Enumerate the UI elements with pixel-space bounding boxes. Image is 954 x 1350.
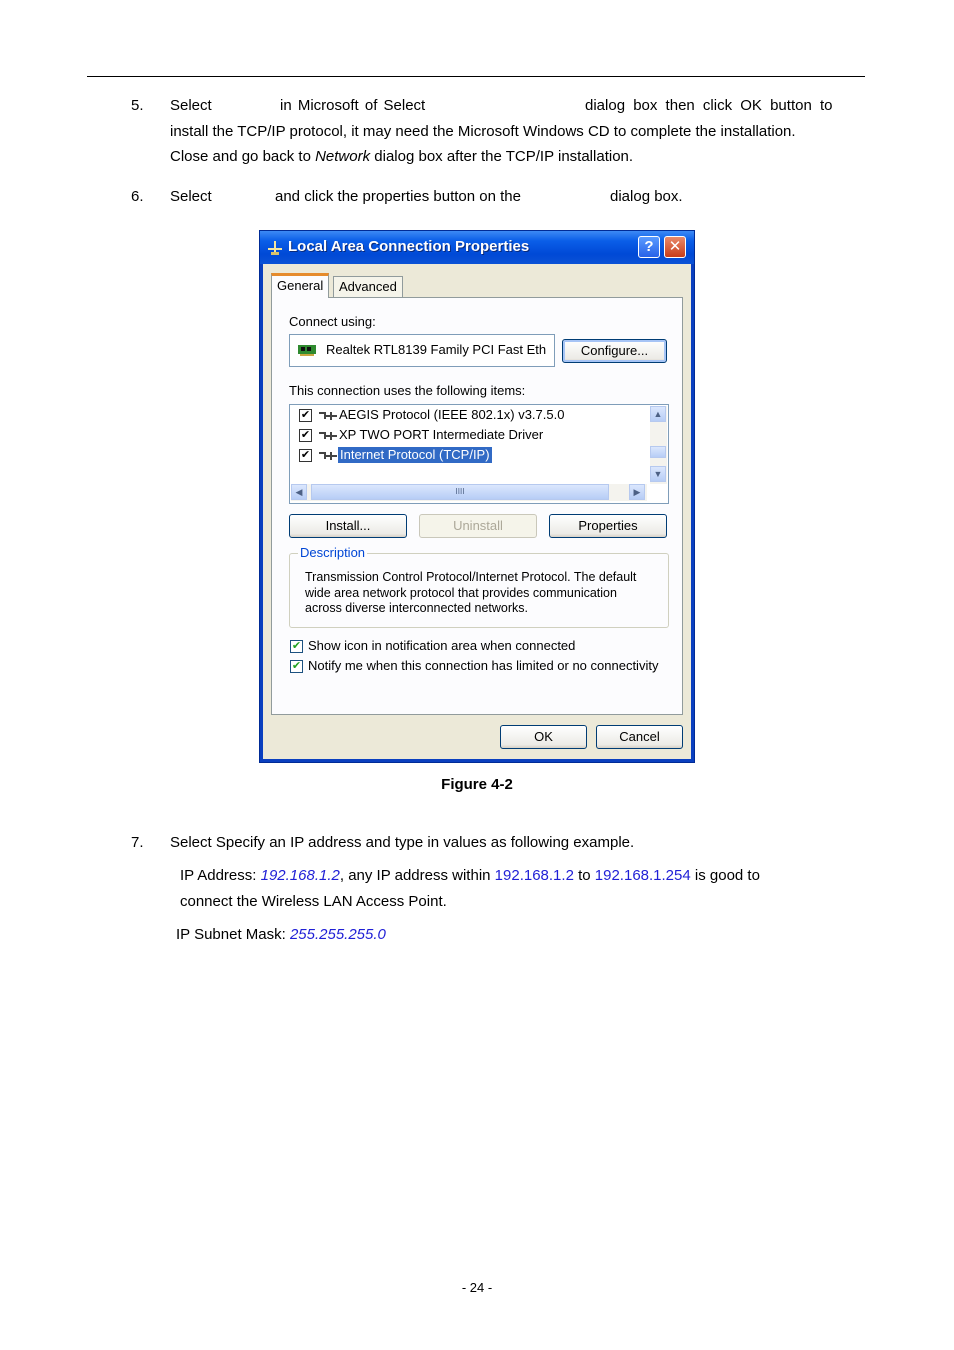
horizontal-scrollbar[interactable]	[291, 484, 647, 501]
adapter-field[interactable]	[289, 334, 555, 367]
protocol-icon	[318, 450, 338, 462]
ok-button[interactable]: OK	[500, 725, 587, 749]
notify-checkbox[interactable]: ✔	[291, 660, 302, 672]
ip-range-start: 192.168.1.2	[494, 867, 574, 884]
subnet-mask-value: 255.255.255.0	[289, 926, 386, 943]
scroll-right-button[interactable]: ▶	[629, 484, 645, 500]
step5-line2: install the TCP/IP protocol, it may need the Microsoft Windows CD to complete the installation.	[170, 123, 796, 140]
adapter-name: Realtek RTL8139 Family PCI Fast Eth	[326, 342, 547, 357]
show-icon-checkbox[interactable]: ✔	[291, 640, 302, 652]
dialog-client-area	[263, 264, 691, 759]
help-button[interactable]: ?	[638, 236, 660, 258]
horizontal-scroll-thumb[interactable]: IIII	[311, 484, 609, 500]
item-label-selected: Internet Protocol (TCP/IP)	[340, 447, 490, 462]
tab-advanced[interactable]: Advanced	[333, 276, 403, 298]
step5-text-b: in Microsoft of Select	[280, 97, 426, 114]
ip-address-line-2: connect the Wireless LAN Access Point.	[180, 893, 447, 910]
item-label: AEGIS Protocol (IEEE 802.1x) v3.7.5.0	[339, 407, 565, 422]
scroll-left-button[interactable]: ◀	[291, 484, 307, 500]
description-line-3: across diverse interconnected networks.	[305, 601, 529, 615]
description-group	[289, 545, 669, 628]
scroll-down-button[interactable]: ▼	[650, 466, 666, 482]
cancel-button[interactable]: Cancel	[596, 725, 683, 749]
item-checkbox[interactable]: ✔	[300, 409, 311, 421]
list-item[interactable]	[290, 425, 645, 445]
items-label: This connection uses the following items:	[289, 383, 526, 398]
ip-address-line: IP Address: 192.168.1.2, any IP address within 192.168.1.2 to 192.168.1.254 is good to	[180, 867, 760, 884]
general-tab-page	[271, 297, 683, 715]
tab-general[interactable]: General	[271, 273, 329, 298]
connect-using-label: Connect using:	[289, 314, 376, 329]
title-bar	[260, 231, 694, 264]
description-title: Description	[300, 545, 366, 560]
protocol-icon	[318, 410, 338, 422]
network-connection-icon	[266, 239, 284, 257]
close-button[interactable]: ✕	[664, 236, 686, 258]
configure-button[interactable]: Configure...	[562, 339, 667, 363]
item-checkbox[interactable]: ✔	[300, 429, 311, 441]
step5-line3: Close and go back to Network dialog box after the TCP/IP installation.	[170, 148, 634, 165]
item-label: XP TWO PORT Intermediate Driver	[339, 427, 544, 442]
subnet-mask-line: IP Subnet Mask: 255.255.255.0	[176, 926, 386, 943]
ip-address-value: 192.168.1.2	[260, 867, 340, 884]
step6-text-a: Select	[170, 188, 212, 205]
description-line-1: Transmission Control Protocol/Internet Protocol. The default	[305, 570, 637, 584]
step7-text: Select Specify an IP address and type in values as following example.	[170, 834, 635, 851]
ip-range-end: 192.168.1.254	[594, 867, 691, 884]
step6-text-c: dialog box.	[610, 188, 683, 205]
item-checkbox[interactable]: ✔	[300, 449, 311, 461]
figure-caption: Figure 4-2	[441, 776, 513, 793]
notify-label: Notify me when this connection has limited or no connectivity	[308, 658, 659, 673]
vertical-scroll-thumb[interactable]	[650, 446, 666, 458]
protocol-icon	[318, 430, 338, 442]
components-list[interactable]	[289, 404, 669, 504]
step5-number: 5.	[131, 97, 144, 114]
uninstall-button[interactable]: Uninstall	[419, 514, 537, 538]
description-line-2: wide area network protocol that provides communication	[305, 586, 617, 600]
local-area-connection-properties-dialog	[259, 230, 695, 763]
step5-text-a: Select	[170, 97, 212, 114]
step6-text-b: and click the properties button on the	[275, 188, 521, 205]
scroll-up-button[interactable]: ▲	[650, 406, 666, 422]
step6-number: 6.	[131, 188, 144, 205]
step7-number: 7.	[131, 834, 144, 851]
dialog-title: Local Area Connection Properties	[288, 238, 530, 255]
header-rule	[87, 76, 865, 77]
vertical-scrollbar[interactable]	[650, 406, 667, 484]
step5-text-c: dialog box then click OK button to	[585, 97, 833, 114]
install-button[interactable]: Install...	[289, 514, 407, 538]
network-card-icon	[298, 343, 318, 357]
list-item[interactable]	[290, 405, 645, 425]
page-number: - 24 -	[461, 1280, 493, 1295]
show-icon-label: Show icon in notification area when connected	[308, 638, 576, 653]
list-item[interactable]	[290, 445, 645, 465]
properties-button[interactable]: Properties	[549, 514, 667, 538]
